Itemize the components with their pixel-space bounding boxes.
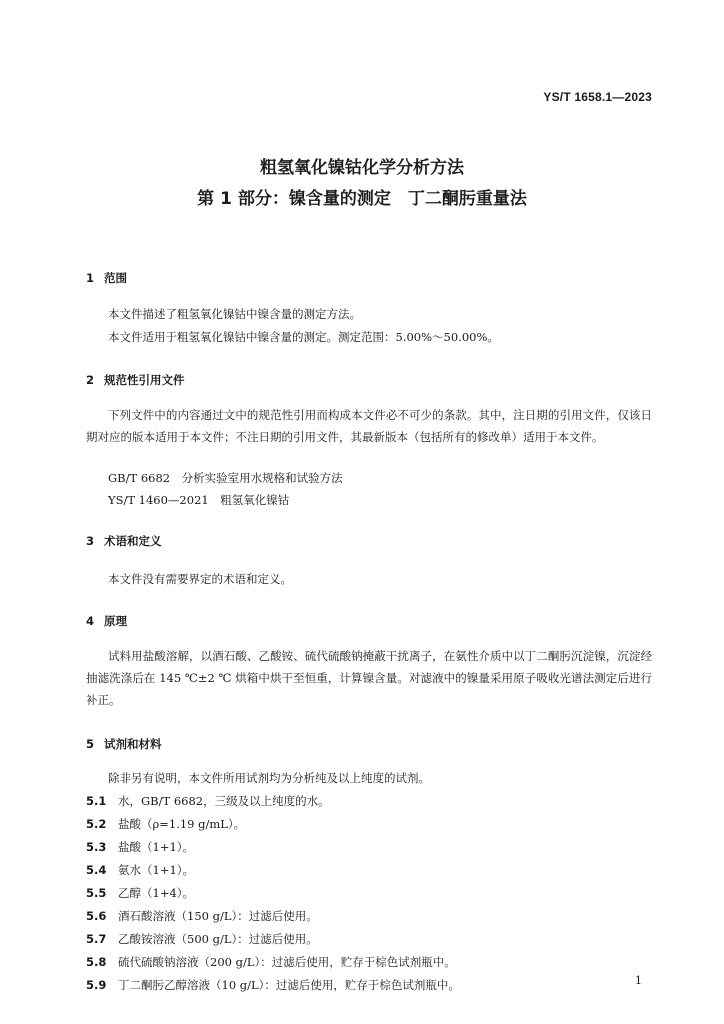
- document-title: 粗氢氧化镍钴化学分析方法: [260, 158, 464, 178]
- section-title: 原理: [104, 614, 127, 628]
- section-3-heading: [86, 533, 162, 549]
- reagent-item: [86, 839, 194, 855]
- item-text: 乙醇（1+4）。: [118, 886, 195, 900]
- section-2-heading: [86, 372, 185, 388]
- page-number: 1: [635, 974, 642, 987]
- section-number: 5: [86, 737, 95, 751]
- item-text: 乙酸铵溶液（500 g/L）：过滤后使用。: [118, 932, 318, 946]
- item-text: 水，GB/T 6682，三级及以上纯度的水。: [118, 794, 330, 808]
- item-number: 5.2: [86, 817, 107, 831]
- normative-ref-2: YS/T 1460—2021 粗氢氧化镍钴: [108, 493, 290, 507]
- item-number: 5.3: [86, 840, 107, 854]
- reagent-item: [86, 862, 194, 878]
- item-text: 硫代硫酸钠溶液（200 g/L）：过滤后使用，贮存于棕色试剂瓶中。: [118, 955, 456, 969]
- normative-ref-1: GB/T 6682 分析实验室用水规格和试验方法: [108, 471, 343, 485]
- section-title: 试剂和材料: [104, 737, 162, 751]
- section-title: 范围: [104, 271, 127, 285]
- section-1-line-1: 本文件描述了粗氢氧化镍钴中镍含量的测定方法。: [108, 307, 361, 321]
- reagent-item: [86, 908, 318, 924]
- item-number: 5.6: [86, 909, 107, 923]
- item-number: 5.9: [86, 978, 107, 992]
- item-text: 盐酸（ρ=1.19 g/mL）。: [118, 817, 246, 831]
- item-text: 酒石酸溶液（150 g/L）：过滤后使用。: [118, 909, 318, 923]
- item-number: 5.5: [86, 886, 107, 900]
- section-number: 2: [86, 373, 95, 387]
- reagent-item: [86, 954, 456, 970]
- item-number: 5.7: [86, 932, 107, 946]
- reagent-item: [86, 885, 194, 901]
- reagent-item: [86, 793, 330, 809]
- section-1-line-2: 本文件适用于粗氢氧化镍钴中镍含量的测定。测定范围：5.00%～50.00%。: [108, 330, 499, 344]
- reagent-item: [86, 816, 245, 832]
- section-4-paragraph: 试料用盐酸溶解，以酒石酸、乙酸铵、硫代硫酸钠掩蔽干扰离子，在氨性介质中以丁二酮肟沉淀镍，沉淀经抽滤洗涤后在 145 ℃±2 ℃ 烘箱中烘干至恒重，计算镍含量。对滤液中的镍量采用原子吸收光谱法测定后进行补正。: [86, 649, 652, 707]
- item-number: 5.1: [86, 794, 107, 808]
- reagent-item: [86, 977, 460, 993]
- item-text: 盐酸（1+1）。: [118, 840, 195, 854]
- section-title: 规范性引用文件: [104, 373, 185, 387]
- standard-code: YS/T 1658.1—2023: [543, 90, 652, 104]
- section-number: 3: [86, 534, 95, 548]
- reagent-item: [86, 931, 318, 947]
- item-number: 5.4: [86, 863, 107, 877]
- section-5-heading: [86, 736, 162, 752]
- section-title: 术语和定义: [104, 534, 162, 548]
- section-1-heading: [86, 270, 127, 286]
- section-3-text: 本文件没有需要界定的术语和定义。: [108, 572, 292, 586]
- section-4-heading: [86, 613, 127, 629]
- section-number: 4: [86, 614, 95, 628]
- item-text: 丁二酮肟乙醇溶液（10 g/L）：过滤后使用，贮存于棕色试剂瓶中。: [118, 978, 460, 992]
- document-subtitle: 第 1 部分：镍含量的测定 丁二酮肟重量法: [197, 189, 527, 209]
- item-text: 氨水（1+1）。: [118, 863, 195, 877]
- section-2-paragraph: 下列文件中的内容通过文中的规范性引用而构成本文件必不可少的条款。其中，注日期的引用文件，仅该日期对应的版本适用于本文件；不注日期的引用文件，其最新版本（包括所有的修改单）适用于本文件。: [86, 408, 652, 444]
- section-number: 1: [86, 271, 95, 285]
- item-number: 5.8: [86, 955, 107, 969]
- section-5-intro: 除非另有说明，本文件所用试剂均为分析纯及以上纯度的试剂。: [108, 771, 430, 785]
